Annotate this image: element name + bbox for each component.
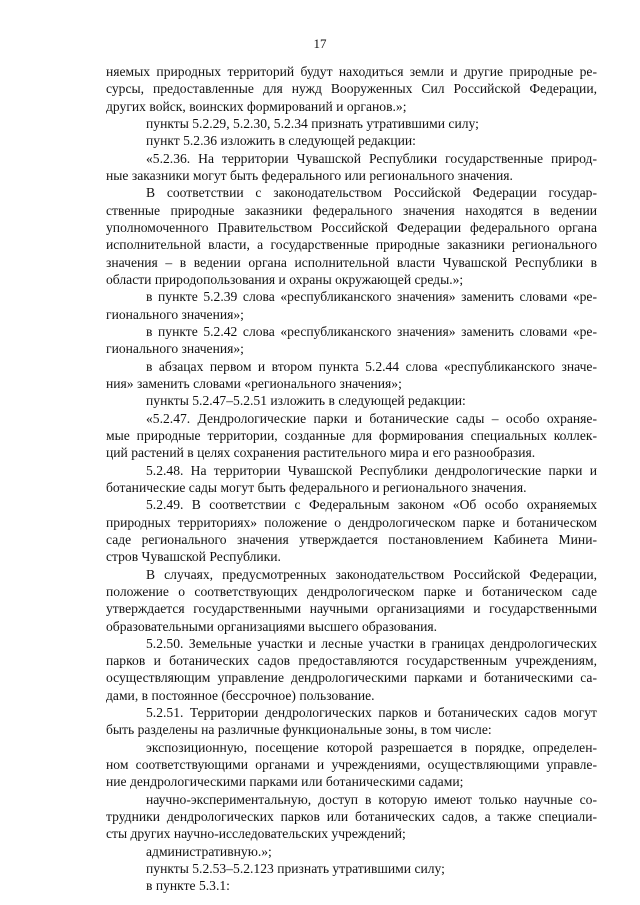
page-number: 17	[313, 36, 327, 51]
text-line: гионального значения»;	[106, 306, 244, 322]
text-line: ния» заменить словами «регионального значения»;	[106, 375, 402, 391]
text-line: пункт 5.2.36 изложить в следующей редакции:	[146, 133, 416, 149]
document-body	[106, 63, 597, 895]
text-line: административную.»;	[146, 843, 272, 859]
text-line: ном соответствующими органами и учреждениями, осуществляющими управле-	[106, 757, 597, 773]
text-line: научно-экспериментальную, доступ в которую имеют только научные со-	[146, 791, 597, 807]
text-line: пункты 5.2.29, 5.2.30, 5.2.34 признать утратившими силу;	[146, 115, 479, 131]
text-line: ственные природные заказники федерального значения находятся в ведении	[106, 202, 597, 218]
text-line: значения – в ведении органа исполнительной власти Чувашской Республики в	[106, 254, 597, 270]
text-line: в пункте 5.3.1:	[146, 878, 230, 894]
text-line: «5.2.36. На территории Чувашской Республики государственные природ-	[146, 150, 597, 166]
text-line: трудники дендрологических парков или ботанических садов, а также специали-	[106, 809, 597, 825]
text-line: природных территориях» положение о дендрологическом парке и ботаническом	[106, 514, 597, 530]
text-line: образовательными организациями высшего образования.	[106, 618, 438, 634]
text-line: мые природные территории, созданные для формирования специальных коллек-	[106, 427, 597, 443]
text-line: парков и ботанических садов предоставляются государственным учреждениям,	[106, 653, 597, 669]
text-line: области природопользования и охраны окружающей среды.»;	[106, 271, 464, 287]
text-line: дами, в постоянное (бессрочное) пользование.	[106, 687, 375, 703]
text-line: утверждается государственными научными организациями и государственными	[106, 601, 597, 617]
text-line: уполномоченного Правительством Российской Федерации федерального органа	[106, 219, 597, 235]
text-line: сурсы, предоставленные для нужд Вооруженных Сил Российской Федерации,	[106, 81, 597, 97]
text-line: в абзацах первом и втором пункта 5.2.44 слова «республиканского значе-	[146, 358, 597, 374]
text-line: 5.2.50. Земельные участки и лесные участки в границах дендрологических	[146, 635, 597, 651]
text-line: экспозиционную, посещение которой разрешается в порядке, определен-	[146, 739, 597, 755]
text-line: «5.2.47. Дендрологические парки и ботанические сады – особо охраняе-	[146, 410, 597, 426]
text-line: ние дендрологическими парками или ботаническими садами;	[106, 774, 464, 790]
text-line: осуществляющим управление дендрологическими парками и ботаническими са-	[106, 670, 597, 686]
text-line: няемых природных территорий будут находиться земли и другие природные ре-	[106, 64, 597, 79]
text-line: в пункте 5.2.39 слова «республиканского значения» заменить словами «ре-	[146, 289, 597, 305]
text-line: гионального значения»;	[106, 341, 244, 357]
text-line: ные заказники могут быть федерального или регионального значения.	[106, 167, 513, 183]
text-line: В соответствии с законодательством Российской Федерации государ-	[146, 185, 597, 201]
text-line: ботанические сады могут быть федерального и регионального значения.	[106, 479, 527, 495]
text-line: других войск, воинских формирований и органов.»;	[106, 98, 407, 114]
text-line: сты других научно-исследовательских учреждений;	[106, 826, 406, 842]
text-line: 5.2.51. Территории дендрологических парков и ботанических садов могут	[146, 705, 597, 721]
text-line: положение о соответствующих дендрологическом парке и ботаническом саде	[106, 583, 597, 599]
text-line: стров Чувашской Республики.	[106, 549, 281, 565]
text-line: быть разделены на различные функциональные зоны, в том числе:	[106, 722, 492, 738]
text-line: саде регионального значения утверждается постановлением Кабинета Мини-	[106, 531, 597, 547]
text-line: 5.2.49. В соответствии с Федеральным законом «Об особо охраняемых	[146, 497, 597, 513]
text-line: пункты 5.2.47–5.2.51 изложить в следующей редакции:	[146, 393, 466, 409]
text-line: пункты 5.2.53–5.2.123 признать утратившими силу;	[146, 861, 445, 877]
text-line: в пункте 5.2.42 слова «республиканского значения» заменить словами «ре-	[146, 323, 597, 339]
text-line: В случаях, предусмотренных законодательством Российской Федерации,	[146, 566, 597, 582]
text-line: ций растений в целях сохранения растительного мира и его разнообразия.	[106, 445, 536, 461]
text-line: 5.2.48. На территории Чувашской Республики дендрологические парки и	[146, 462, 597, 478]
text-line: исполнительной власти, а государственные природные заказники регионального	[106, 237, 597, 253]
